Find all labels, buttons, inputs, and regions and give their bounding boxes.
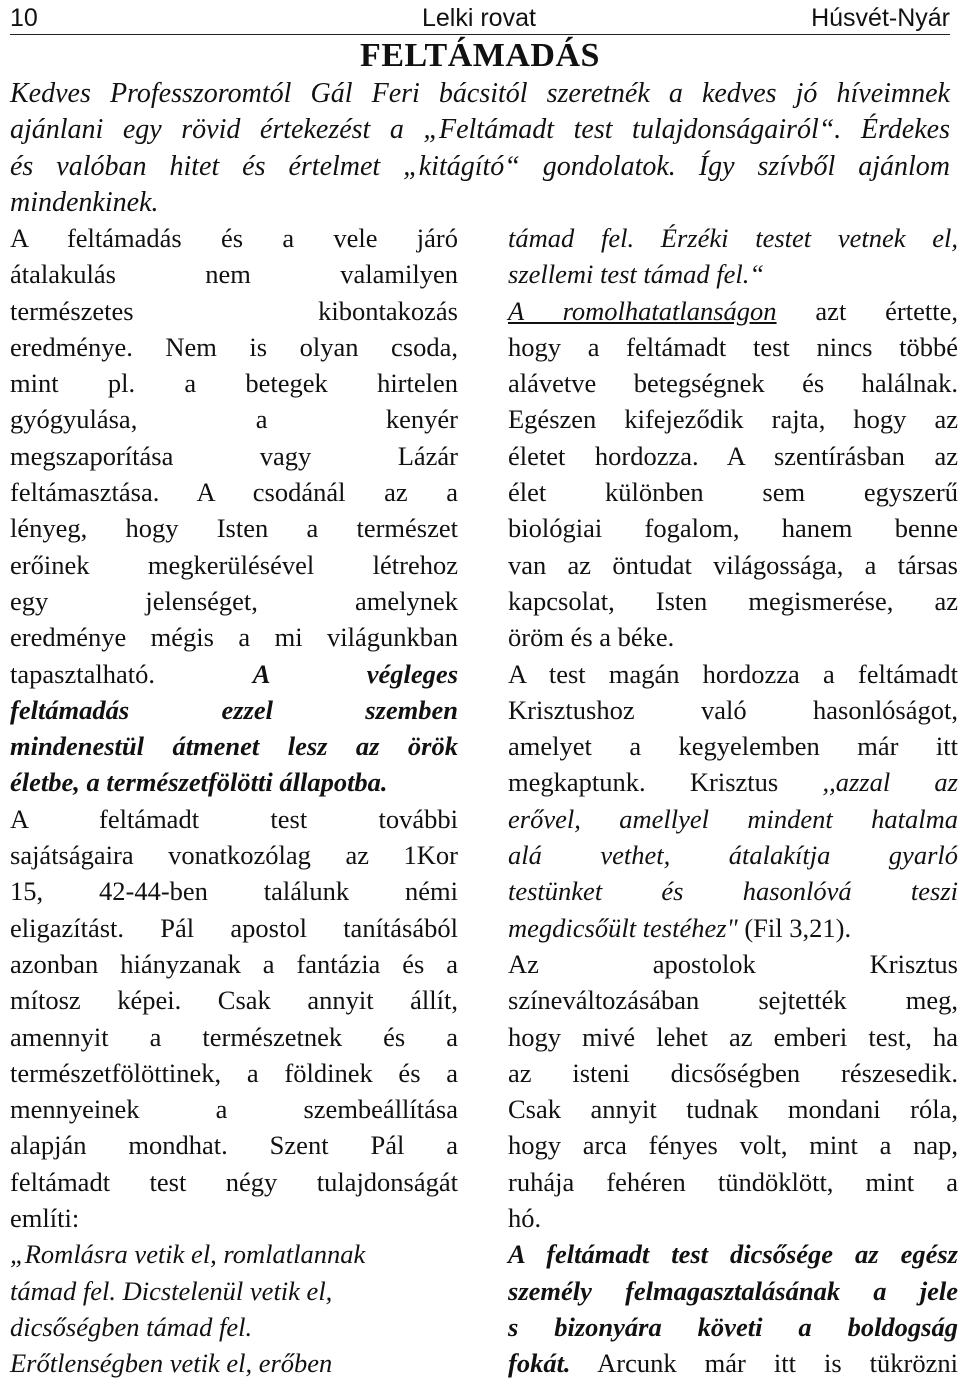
issue-name: Húsvét-Nyár (811, 4, 950, 32)
body-line: az isteni dicsőségben részesedik. (508, 1057, 958, 1088)
quote-line: dicsőségben támad fel. (10, 1311, 253, 1342)
body-line: Krisztushoz való hasonlóságot, (508, 694, 958, 725)
body-line: eligazítást. Pál apostol tanításából (10, 912, 458, 943)
quote-line: testünket és hasonlóvá teszi (508, 876, 958, 907)
body-text: azt értette, (776, 295, 958, 326)
body-line: Egészen kifejeződik rajta, hogy az (508, 404, 958, 435)
body-text: tapasztalható. (10, 658, 155, 689)
body-line: életet hordozza. A szentírásban az (508, 440, 958, 471)
body-line: mint pl. a betegek hirtelen (10, 368, 458, 399)
left-column (10, 220, 458, 1382)
body-line-mixed (508, 1345, 958, 1381)
body-line: A feltámadt test további (10, 803, 458, 834)
body-line: említi: (10, 1203, 80, 1234)
body-line: azonban hiányzanak a fantázia és a (10, 948, 458, 979)
body-line: kapcsolat, Isten megismerése, az (508, 585, 958, 616)
quote-line: alá vethet, átalakítja gyarló (508, 840, 958, 871)
intro-line: ajánlani egy rövid értekezést a „Feltámadt test tulajdonságairól“. Érdekes (10, 114, 950, 146)
body-line: hó. (508, 1203, 542, 1234)
body-line: feltámasztása. A csodánál az a (10, 477, 458, 508)
page-number: 10 (10, 4, 38, 32)
emphasis-line: életbe, a természetfölötti állapotba. (10, 767, 388, 798)
body-line: feltámadt test négy tulajdonságát (10, 1166, 458, 1197)
body-line: lényeg, hogy Isten a természet (10, 513, 458, 544)
body-line: van az öntudat világossága, a társas (508, 549, 958, 580)
quote-line: erővel, amellyel mindent hatalma (508, 803, 958, 834)
article-title: FELTÁMADÁS (360, 37, 600, 74)
body-line: hogy mivé lehet az emberi test, ha (508, 1021, 958, 1052)
quote-line: támad fel. Dicstelenül vetik el, (10, 1275, 333, 1306)
body-line: gyógyulása, a kenyér (10, 404, 458, 435)
body-line-mixed (508, 293, 958, 329)
running-header (10, 2, 950, 35)
emphasis-line: mindenestül átmenet lesz az örök (10, 731, 458, 762)
body-line: biológiai fogalom, hanem benne (508, 513, 958, 544)
body-line: Csak annyit tudnak mondani róla, (508, 1094, 958, 1125)
emphasis-line: feltámadás ezzel szemben (10, 694, 458, 725)
body-line-mixed (508, 764, 958, 800)
quote-line: „Romlásra vetik el, romlatlannak (10, 1239, 366, 1270)
body-line: amelyet a kegyelemben már itt (508, 731, 958, 762)
body-line: színeváltozásában sejtették meg, (508, 985, 958, 1016)
body-line: természetes kibontakozás (10, 295, 458, 326)
body-line: megszaporítása vagy Lázár (10, 440, 458, 471)
quote-line: Erőtlenségben vetik el, erőben (10, 1348, 333, 1379)
body-line: élet különben sem egyszerű (508, 477, 958, 508)
quote-text: ,,azzal az (822, 767, 958, 798)
emphasis-line: A feltámadt test dicsősége az egész (508, 1239, 958, 1270)
body-text: Arcunk már itt is tükrözni (570, 1348, 958, 1379)
intro-paragraph (10, 76, 950, 221)
body-line: öröm és a béke. (508, 622, 675, 653)
body-line: eredménye. Nem is olyan csoda, (10, 331, 458, 362)
body-line: természetfölöttinek, a földinek és a (10, 1057, 458, 1088)
body-line-mixed (10, 656, 458, 692)
body-line: hogy arca fényes volt, mint a nap, (508, 1130, 958, 1161)
body-line: átalakulás nem valamilyen (10, 259, 458, 290)
body-text: megkaptunk. Krisztus (508, 767, 823, 798)
body-line: ruhája fehéren tündöklött, mint a (508, 1166, 958, 1197)
body-line: eredménye mégis a mi világunkban (10, 622, 458, 653)
quote-line: szellemi test támad fel.“ (508, 259, 765, 290)
body-line: sajátságaira vonatkozólag az 1Kor (10, 840, 458, 871)
body-line: Az apostolok Krisztus (508, 948, 958, 979)
section-name: Lelki rovat (422, 4, 536, 32)
quote-text: megdicsőült testéhez" (508, 912, 738, 943)
underlined-term: A romolhatatlanságon (508, 295, 777, 326)
emphasis-text: fokát. (508, 1348, 571, 1379)
body-line: A feltámadás és a vele járó (10, 223, 458, 253)
body-line: hogy a feltámadt test nincs többé (508, 331, 958, 362)
body-line: alapján mondhat. Szent Pál a (10, 1130, 458, 1161)
body-line: A test magán hordozza a feltámadt (508, 658, 958, 689)
emphasis-line: személy felmagasztalásának a jele (508, 1275, 958, 1306)
right-column (508, 220, 958, 1382)
citation-text: (Fil 3,21). (737, 912, 852, 943)
body-line: mítosz képei. Csak annyit állít, (10, 985, 458, 1016)
body-line: alávetve betegségnek és halálnak. (508, 368, 958, 399)
body-line: egy jelenséget, amelynek (10, 585, 458, 616)
intro-line: mindenkinek. (10, 186, 159, 218)
quote-line: támad fel. Érzéki testet vetnek el, (508, 223, 958, 253)
emphasis-text: A végleges (252, 658, 459, 689)
emphasis-line: s bizonyára követi a boldogság (508, 1311, 958, 1342)
body-line: erőinek megkerülésével létrehoz (10, 549, 458, 580)
intro-line: és valóban hitet és értelmet „kitágító“ gondolatok. Így szívből ajánlom (10, 150, 950, 182)
body-line: amennyit a természetnek és a (10, 1021, 458, 1052)
body-line: mennyeinek a szembeállítása (10, 1094, 458, 1125)
body-line: 15, 42-44-ben találunk némi (10, 876, 458, 907)
body-line-mixed (508, 910, 958, 946)
intro-line: Kedves Professzoromtól Gál Feri bácsitól szeretnék a kedves jó híveimnek (10, 78, 950, 109)
